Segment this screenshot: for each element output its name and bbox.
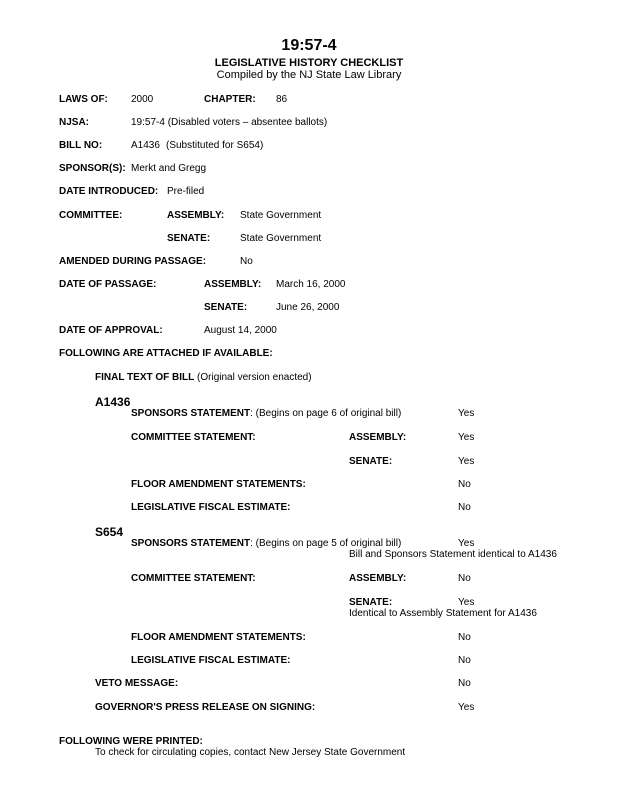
s654-sponsors-remark: Bill and Sponsors Statement identical to A1436 <box>349 549 557 560</box>
a1436-floor-label: FLOOR AMENDMENT STATEMENTS: <box>131 479 306 490</box>
s654-committee-label: COMMITTEE STATEMENT: <box>131 573 256 584</box>
s654-floor-label: FLOOR AMENDMENT STATEMENTS: <box>131 632 306 643</box>
veto-label: VETO MESSAGE: <box>95 678 179 689</box>
final-text-row <box>95 372 312 384</box>
laws-of-label: LAWS OF: <box>59 94 108 105</box>
s654-senate-remark: Identical to Assembly Statement for A1436 <box>349 608 537 619</box>
committee-label: COMMITTEE: <box>59 210 123 221</box>
date-of-approval-value: August 14, 2000 <box>204 325 277 336</box>
final-text-label: FINAL TEXT OF BILL <box>95 372 195 383</box>
a1436-assembly-value: Yes <box>458 432 475 443</box>
a1436-sponsors-label: SPONSORS STATEMENT <box>131 408 251 419</box>
laws-of-value: 2000 <box>131 94 154 105</box>
compiled-by: Compiled by the NJ State Law Library <box>216 69 402 81</box>
printed-text: To check for circulating copies, contact New Jersey State Government <box>95 747 406 758</box>
bill-no-value: A1436 <box>131 140 160 151</box>
page-title: 19:57-4 <box>281 37 337 54</box>
chapter-value: 86 <box>276 94 288 105</box>
final-text-note: (Original version enacted) <box>197 372 312 383</box>
a1436-committee-label: COMMITTEE STATEMENT: <box>131 432 256 443</box>
bill-no-note: (Substituted for S654) <box>166 140 264 151</box>
a1436-fiscal-value: No <box>458 502 471 513</box>
njsa-label: NJSA: <box>59 117 90 128</box>
a1436-sponsors-note: : (Begins on page 6 of original bill) <box>250 408 402 419</box>
s654-sponsors-label: SPONSORS STATEMENT <box>131 538 251 549</box>
page-subtitle: LEGISLATIVE HISTORY CHECKLIST <box>214 57 404 69</box>
passage-senate-label: SENATE: <box>204 302 248 313</box>
date-of-approval-label: DATE OF APPROVAL: <box>59 325 163 336</box>
a1436-sponsors-value: Yes <box>458 408 475 419</box>
s654-senate-value: Yes <box>458 597 475 608</box>
s654-fiscal-label: LEGISLATIVE FISCAL ESTIMATE: <box>131 655 291 666</box>
njsa-value: 19:57-4 (Disabled voters – absentee ballots) <box>131 117 328 128</box>
press-release-value: Yes <box>458 702 475 713</box>
committee-assembly-label: ASSEMBLY: <box>167 210 225 221</box>
s654-assembly-label: ASSEMBLY: <box>349 573 407 584</box>
a1436-senate-label: SENATE: <box>349 456 393 467</box>
bill-no-label: BILL NO: <box>59 140 103 151</box>
press-release-label: GOVERNOR'S PRESS RELEASE ON SIGNING: <box>95 702 316 713</box>
s654-sponsors-note: : (Begins on page 5 of original bill) <box>250 538 402 549</box>
a1436-sponsors-row <box>131 408 401 420</box>
sponsors-label: SPONSOR(S): <box>59 163 126 174</box>
a1436-senate-value: Yes <box>458 456 475 467</box>
a1436-floor-value: No <box>458 479 471 490</box>
committee-senate-label: SENATE: <box>167 233 211 244</box>
committee-assembly-value: State Government <box>240 210 322 221</box>
passage-assembly-value: March 16, 2000 <box>276 279 346 290</box>
passage-assembly-label: ASSEMBLY: <box>204 279 262 290</box>
s654-sponsors-value: Yes <box>458 538 475 549</box>
a1436-heading: A1436 <box>95 395 131 409</box>
amended-label: AMENDED DURING PASSAGE: <box>59 256 207 267</box>
s654-floor-value: No <box>458 632 471 643</box>
attached-heading: FOLLOWING ARE ATTACHED IF AVAILABLE: <box>59 348 273 359</box>
a1436-fiscal-label: LEGISLATIVE FISCAL ESTIMATE: <box>131 502 291 513</box>
date-introduced-label: DATE INTRODUCED: <box>59 186 159 197</box>
chapter-label: CHAPTER: <box>204 94 256 105</box>
s654-heading: S654 <box>95 525 124 539</box>
amended-value: No <box>240 256 253 267</box>
date-introduced-value: Pre-filed <box>167 186 205 197</box>
a1436-assembly-label: ASSEMBLY: <box>349 432 407 443</box>
sponsors-value: Merkt and Gregg <box>131 163 207 174</box>
s654-assembly-value: No <box>458 573 471 584</box>
veto-value: No <box>458 678 471 689</box>
printed-heading: FOLLOWING WERE PRINTED: <box>59 736 203 747</box>
committee-senate-value: State Government <box>240 233 322 244</box>
s654-senate-label: SENATE: <box>349 597 393 608</box>
s654-fiscal-value: No <box>458 655 471 666</box>
date-of-passage-label: DATE OF PASSAGE: <box>59 279 157 290</box>
passage-senate-value: June 26, 2000 <box>276 302 340 313</box>
